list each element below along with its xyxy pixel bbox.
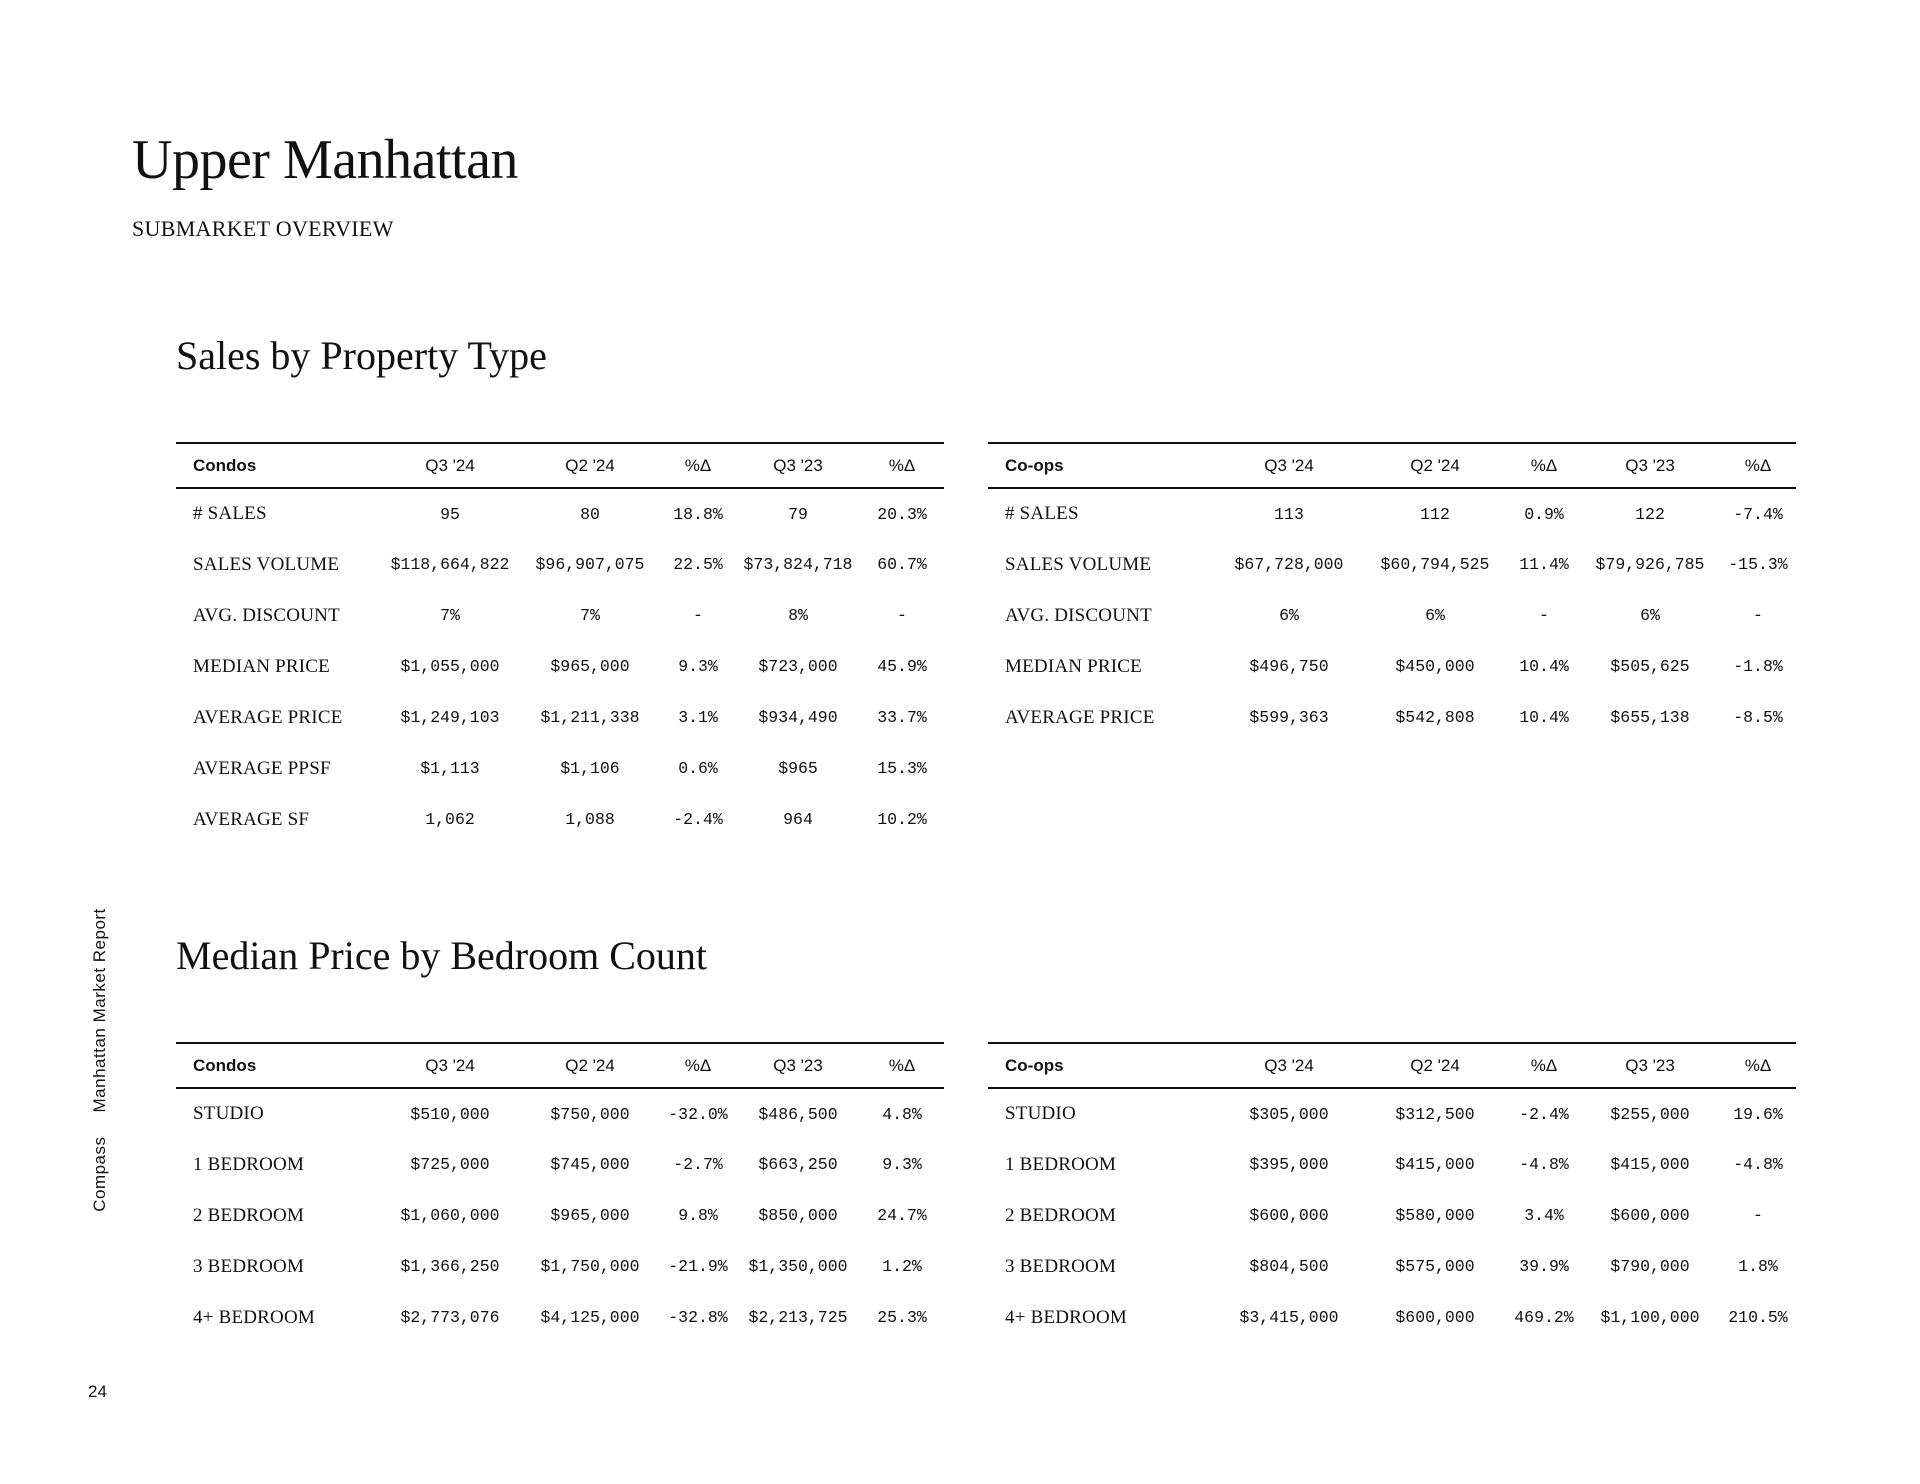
column-header: %Δ bbox=[1508, 1043, 1580, 1088]
table-header-row bbox=[988, 443, 1796, 488]
table-cell: $1,060,000 bbox=[400, 1206, 500, 1225]
column-header: %Δ bbox=[1720, 1043, 1796, 1088]
column-header: Q3 '24 bbox=[1216, 443, 1362, 488]
table-row bbox=[176, 1292, 944, 1343]
table-cell: $580,000 bbox=[1395, 1206, 1475, 1225]
table-cell: 11.4% bbox=[1519, 555, 1569, 574]
table-cell: $1,249,103 bbox=[400, 708, 500, 727]
table-cell: $4,125,000 bbox=[540, 1308, 640, 1327]
table-category-header: Co-ops bbox=[988, 1043, 1216, 1088]
table-cell: $1,350,000 bbox=[748, 1257, 848, 1276]
table-row bbox=[176, 1139, 944, 1190]
table-cell: $79,926,785 bbox=[1595, 555, 1705, 574]
row-label: MEDIAN PRICE bbox=[1005, 655, 1142, 677]
table-cell: $486,500 bbox=[758, 1104, 838, 1124]
page-number: 24 bbox=[88, 1382, 107, 1401]
row-label: AVERAGE SF bbox=[193, 808, 310, 830]
table-cell: $850,000 bbox=[758, 1206, 838, 1225]
bedroom-section-title: Median Price by Bedroom Count bbox=[176, 933, 708, 978]
table-cell: $599,363 bbox=[1249, 708, 1329, 727]
table-cell: - bbox=[1539, 606, 1549, 625]
table-cell: $745,000 bbox=[550, 1155, 630, 1174]
table-cell: -4.8% bbox=[1519, 1155, 1569, 1174]
coops-sales-table bbox=[988, 442, 1796, 743]
table-cell: 45.9% bbox=[877, 657, 927, 676]
table-row bbox=[176, 590, 944, 641]
table-cell: $655,138 bbox=[1610, 708, 1690, 727]
table-cell: 964 bbox=[783, 810, 813, 829]
table-cell: - bbox=[897, 606, 907, 625]
table-cell: $725,000 bbox=[410, 1155, 490, 1174]
table-cell: $600,000 bbox=[1610, 1206, 1690, 1225]
column-header: Q3 '23 bbox=[1580, 1043, 1720, 1088]
table-cell: 15.3% bbox=[877, 759, 927, 778]
table-cell: $790,000 bbox=[1610, 1257, 1690, 1276]
column-header: Q3 '23 bbox=[736, 1043, 860, 1088]
table-cell: $2,773,076 bbox=[400, 1308, 500, 1327]
column-header: Q3 '23 bbox=[1580, 443, 1720, 488]
column-header: Q2 '24 bbox=[520, 1043, 660, 1088]
table-cell: - bbox=[693, 606, 703, 625]
table-row bbox=[176, 488, 944, 539]
table-cell: $575,000 bbox=[1395, 1257, 1475, 1276]
table-cell: $415,000 bbox=[1610, 1155, 1690, 1174]
table-cell: 0.6% bbox=[678, 759, 718, 778]
row-label: 2 BEDROOM bbox=[1005, 1204, 1117, 1226]
column-header: Q2 '24 bbox=[1362, 1043, 1508, 1088]
table-cell: $60,794,525 bbox=[1380, 555, 1490, 574]
table-cell: -1.8% bbox=[1733, 657, 1783, 676]
table-row bbox=[176, 1190, 944, 1241]
table-cell: 33.7% bbox=[877, 708, 927, 727]
column-header: %Δ bbox=[1720, 443, 1796, 488]
table-cell: 10.4% bbox=[1519, 657, 1569, 676]
table-cell: 1.2% bbox=[882, 1257, 922, 1276]
table-header-row bbox=[988, 1043, 1796, 1088]
table-cell: $804,500 bbox=[1249, 1257, 1329, 1276]
condos-bedroom-table bbox=[176, 1042, 944, 1343]
table-row bbox=[988, 1139, 1796, 1190]
row-label: 4+ BEDROOM bbox=[1005, 1306, 1127, 1328]
row-label: 3 BEDROOM bbox=[1005, 1255, 1117, 1277]
table-cell: 6% bbox=[1640, 606, 1660, 625]
table-cell: 113 bbox=[1274, 504, 1304, 524]
table-cell: $1,750,000 bbox=[540, 1257, 640, 1276]
table-cell: 6% bbox=[1279, 606, 1299, 625]
table-cell: 112 bbox=[1420, 504, 1450, 524]
column-header: %Δ bbox=[1508, 443, 1580, 488]
row-label: MEDIAN PRICE bbox=[193, 655, 330, 677]
brand-name: Compass bbox=[90, 1136, 109, 1212]
table-cell: 10.2% bbox=[877, 810, 927, 829]
table-cell: 60.7% bbox=[877, 555, 927, 574]
table-cell: $663,250 bbox=[758, 1155, 838, 1174]
row-label: 1 BEDROOM bbox=[193, 1153, 305, 1175]
table-category-header: Condos bbox=[176, 443, 380, 488]
table-row bbox=[176, 1088, 944, 1139]
column-header: Q2 '24 bbox=[520, 443, 660, 488]
table-cell: $600,000 bbox=[1395, 1308, 1475, 1327]
table-cell: $1,106 bbox=[560, 759, 620, 778]
table-row bbox=[988, 1088, 1796, 1139]
column-header: Q3 '24 bbox=[380, 1043, 520, 1088]
row-label: 3 BEDROOM bbox=[193, 1255, 305, 1277]
table-row bbox=[988, 1190, 1796, 1241]
table-cell: $965,000 bbox=[550, 1206, 630, 1225]
table-cell: $2,213,725 bbox=[748, 1308, 848, 1327]
table-cell: $450,000 bbox=[1395, 657, 1475, 676]
table-cell: $750,000 bbox=[550, 1104, 630, 1124]
table-cell: -32.8% bbox=[668, 1308, 728, 1327]
table-cell: 7% bbox=[440, 606, 460, 625]
table-cell: $965,000 bbox=[550, 657, 630, 676]
table-cell: $965 bbox=[778, 759, 818, 778]
table-cell: 0.9% bbox=[1524, 504, 1564, 524]
row-label: 2 BEDROOM bbox=[193, 1204, 305, 1226]
table-row bbox=[176, 743, 944, 794]
table-cell: - bbox=[1753, 1206, 1763, 1225]
table-cell: 19.6% bbox=[1733, 1104, 1783, 1124]
table-cell: $73,824,718 bbox=[743, 555, 853, 574]
table-row bbox=[176, 1241, 944, 1292]
row-label: SALES VOLUME bbox=[1005, 553, 1152, 575]
row-label: AVG. DISCOUNT bbox=[193, 604, 340, 626]
table-header-row bbox=[176, 1043, 944, 1088]
table-cell: $415,000 bbox=[1395, 1155, 1475, 1174]
table-row bbox=[988, 641, 1796, 692]
table-cell: 3.4% bbox=[1524, 1206, 1564, 1225]
table-cell: -7.4% bbox=[1733, 504, 1783, 524]
table-cell: 39.9% bbox=[1519, 1257, 1569, 1276]
table-cell: 79 bbox=[788, 504, 808, 524]
table-cell: $96,907,075 bbox=[535, 555, 645, 574]
table-cell: $505,625 bbox=[1610, 657, 1690, 676]
table-category-header: Co-ops bbox=[988, 443, 1216, 488]
table-cell: -2.4% bbox=[673, 810, 723, 829]
table-cell: $1,366,250 bbox=[400, 1257, 500, 1276]
row-label: # SALES bbox=[193, 503, 267, 524]
table-cell: 25.3% bbox=[877, 1308, 927, 1327]
row-label: SALES VOLUME bbox=[193, 553, 340, 575]
table-row bbox=[176, 539, 944, 590]
table-cell: 10.4% bbox=[1519, 708, 1569, 727]
table-cell: 9.3% bbox=[882, 1155, 922, 1174]
table-cell: 469.2% bbox=[1514, 1308, 1574, 1327]
row-label: # SALES bbox=[1005, 503, 1079, 524]
table-cell: -32.0% bbox=[668, 1104, 728, 1124]
page-subtitle: SUBMARKET OVERVIEW bbox=[132, 216, 394, 241]
table-cell: 1,062 bbox=[425, 810, 475, 829]
table-cell: $542,808 bbox=[1395, 708, 1475, 727]
table-category-header: Condos bbox=[176, 1043, 380, 1088]
table-cell: $934,490 bbox=[758, 708, 838, 727]
column-header: Q3 '24 bbox=[1216, 1043, 1362, 1088]
row-label: STUDIO bbox=[193, 1103, 264, 1124]
table-cell: -21.9% bbox=[668, 1257, 728, 1276]
table-cell: $305,000 bbox=[1249, 1104, 1329, 1124]
table-row bbox=[988, 692, 1796, 743]
table-cell: 95 bbox=[440, 504, 460, 524]
table-row bbox=[988, 1241, 1796, 1292]
table-cell: -4.8% bbox=[1733, 1155, 1783, 1174]
report-name: Manhattan Market Report bbox=[90, 908, 109, 1113]
table-cell: 4.8% bbox=[882, 1104, 922, 1124]
table-cell: 8% bbox=[788, 606, 808, 625]
column-header: Q2 '24 bbox=[1362, 443, 1508, 488]
table-cell: 122 bbox=[1635, 504, 1665, 524]
row-label: AVERAGE PRICE bbox=[1005, 706, 1155, 728]
column-header: %Δ bbox=[660, 443, 736, 488]
table-cell: $312,500 bbox=[1395, 1104, 1475, 1124]
column-header: %Δ bbox=[860, 443, 944, 488]
table-cell: 18.8% bbox=[673, 504, 723, 524]
table-cell: $67,728,000 bbox=[1234, 555, 1344, 574]
table-cell: 22.5% bbox=[673, 555, 723, 574]
table-row bbox=[988, 539, 1796, 590]
column-header: %Δ bbox=[860, 1043, 944, 1088]
table-cell: 20.3% bbox=[877, 504, 927, 524]
table-cell: $510,000 bbox=[410, 1104, 490, 1124]
column-header: %Δ bbox=[660, 1043, 736, 1088]
table-row bbox=[176, 794, 944, 845]
sales-section-title: Sales by Property Type bbox=[176, 333, 547, 378]
table-cell: $600,000 bbox=[1249, 1206, 1329, 1225]
table-cell: $1,113 bbox=[420, 759, 480, 778]
sidebar-label bbox=[90, 908, 110, 1212]
table-cell: $118,664,822 bbox=[390, 555, 510, 574]
row-label: AVG. DISCOUNT bbox=[1005, 604, 1152, 626]
column-header: Q3 '24 bbox=[380, 443, 520, 488]
table-cell: 210.5% bbox=[1728, 1308, 1788, 1327]
table-cell: -15.3% bbox=[1728, 555, 1788, 574]
table-cell: 1,088 bbox=[565, 810, 615, 829]
table-row bbox=[988, 590, 1796, 641]
table-cell: -8.5% bbox=[1733, 708, 1783, 727]
condos-sales-table bbox=[176, 442, 944, 845]
table-row bbox=[988, 1292, 1796, 1343]
table-cell: 24.7% bbox=[877, 1206, 927, 1225]
row-label: AVERAGE PRICE bbox=[193, 706, 343, 728]
table-cell: 7% bbox=[580, 606, 600, 625]
table-row bbox=[176, 641, 944, 692]
table-header-row bbox=[176, 443, 944, 488]
table-cell: - bbox=[1753, 606, 1763, 625]
table-cell: $723,000 bbox=[758, 657, 838, 676]
table-cell: -2.4% bbox=[1519, 1104, 1569, 1124]
table-cell: $1,211,338 bbox=[540, 708, 640, 727]
table-cell: $3,415,000 bbox=[1239, 1308, 1339, 1327]
table-cell: $1,055,000 bbox=[400, 657, 500, 676]
table-row bbox=[988, 488, 1796, 539]
row-label: 4+ BEDROOM bbox=[193, 1306, 315, 1328]
table-cell: 9.3% bbox=[678, 657, 718, 676]
table-cell: 3.1% bbox=[678, 708, 718, 727]
page-title: Upper Manhattan bbox=[132, 129, 518, 191]
table-row bbox=[176, 692, 944, 743]
table-cell: $1,100,000 bbox=[1600, 1308, 1700, 1327]
table-cell: 80 bbox=[580, 504, 600, 524]
table-cell: 1.8% bbox=[1738, 1257, 1778, 1276]
table-cell: $255,000 bbox=[1610, 1104, 1690, 1124]
row-label: STUDIO bbox=[1005, 1103, 1076, 1124]
coops-bedroom-table bbox=[988, 1042, 1796, 1343]
table-cell: -2.7% bbox=[673, 1155, 723, 1174]
table-cell: 9.8% bbox=[678, 1206, 718, 1225]
column-header: Q3 '23 bbox=[736, 443, 860, 488]
table-cell: $496,750 bbox=[1249, 657, 1329, 676]
row-label: 1 BEDROOM bbox=[1005, 1153, 1117, 1175]
table-cell: $395,000 bbox=[1249, 1155, 1329, 1174]
row-label: AVERAGE PPSF bbox=[193, 757, 331, 779]
table-cell: 6% bbox=[1425, 606, 1445, 625]
